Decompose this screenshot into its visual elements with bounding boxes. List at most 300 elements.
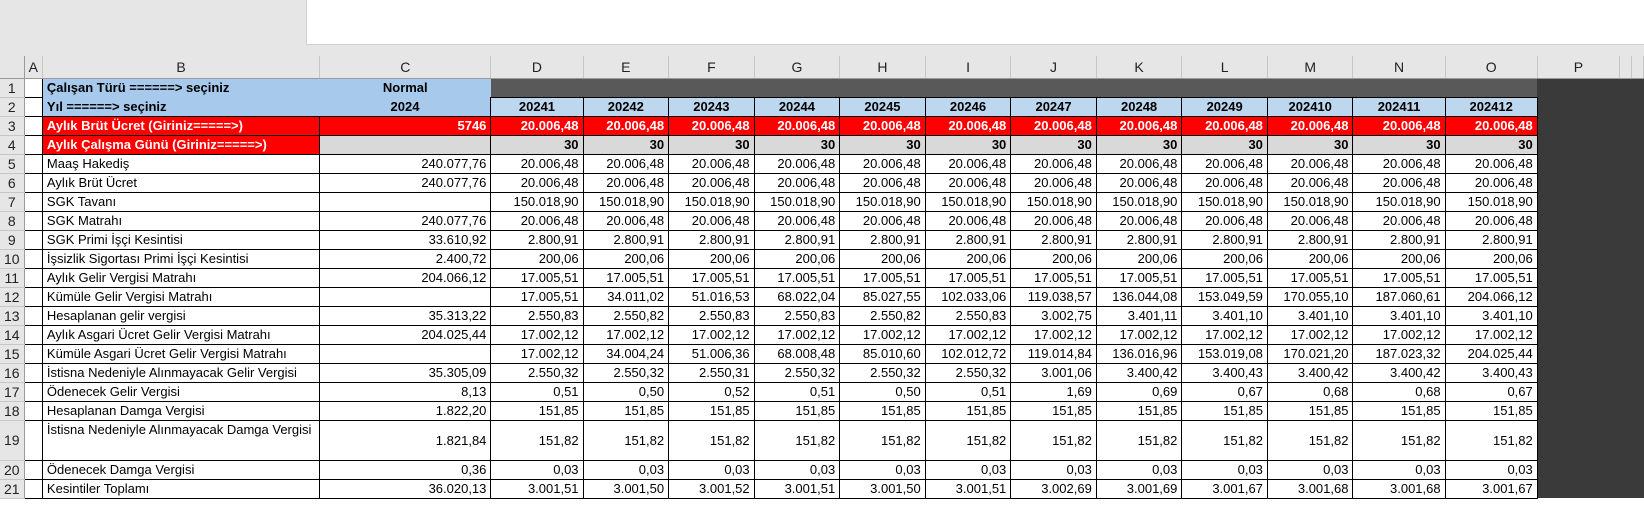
table-cell[interactable]: 0,03 [840, 460, 926, 479]
table-cell[interactable]: 17.002,12 [669, 325, 755, 344]
row-label[interactable]: Hesaplanan gelir vergisi [42, 306, 319, 325]
row-header-10[interactable]: 10 [0, 249, 24, 268]
table-cell[interactable]: 3.001,67 [1182, 479, 1268, 498]
row-label[interactable]: Ödenecek Gelir Vergisi [42, 382, 319, 401]
row-label[interactable]: SGK Matrahı [42, 211, 319, 230]
table-cell[interactable]: 150.018,90 [754, 192, 840, 211]
table-cell[interactable]: 20.006,48 [491, 154, 583, 173]
row-header-18[interactable]: 18 [0, 401, 24, 420]
table-cell[interactable]: 151,85 [840, 401, 926, 420]
year-label[interactable]: Yıl ======> seçiniz [42, 97, 319, 116]
table-cell[interactable]: 200,06 [1096, 249, 1182, 268]
table-cell[interactable]: 20.006,48 [1182, 154, 1268, 173]
table-cell[interactable]: 3.400,42 [1096, 363, 1182, 382]
table-cell[interactable]: 150.018,90 [840, 192, 926, 211]
table-cell[interactable]: 17.005,51 [1011, 268, 1097, 287]
table-cell[interactable]: 150.018,90 [1096, 192, 1182, 211]
table-cell[interactable]: 200,06 [1267, 249, 1353, 268]
row-label[interactable]: İşsizlik Sigortası Primi İşçi Kesintisi [42, 249, 319, 268]
row-label[interactable]: Maaş Hakediş [42, 154, 319, 173]
table-cell[interactable]: 3.400,42 [1267, 363, 1353, 382]
table-cell[interactable]: 17.002,12 [583, 325, 669, 344]
gross-wage-cell[interactable]: 20.006,48 [1011, 116, 1097, 135]
table-cell[interactable]: 20.006,48 [669, 211, 755, 230]
cell-a2[interactable] [24, 97, 42, 116]
month-header[interactable]: 20242 [583, 97, 669, 116]
column-header-o[interactable]: O [1445, 56, 1537, 78]
row-total[interactable] [320, 192, 491, 211]
work-days-cell[interactable]: 30 [1267, 135, 1353, 154]
table-cell[interactable]: 151,85 [669, 401, 755, 420]
table-cell[interactable]: 34.004,24 [583, 344, 669, 363]
table-cell[interactable]: 170.021,20 [1267, 344, 1353, 363]
cell-a10[interactable] [24, 249, 42, 268]
table-cell[interactable]: 151,82 [754, 420, 840, 460]
table-cell[interactable]: 3.001,69 [1096, 479, 1182, 498]
table-cell[interactable]: 20.006,48 [1011, 173, 1097, 192]
gross-wage-cell[interactable]: 20.006,48 [669, 116, 755, 135]
table-cell[interactable]: 151,85 [1267, 401, 1353, 420]
table-cell[interactable]: 17.005,51 [491, 268, 583, 287]
table-cell[interactable]: 20.006,48 [1011, 211, 1097, 230]
cell-a12[interactable] [24, 287, 42, 306]
table-cell[interactable]: 20.006,48 [1353, 211, 1445, 230]
work-days-cell[interactable]: 30 [1096, 135, 1182, 154]
table-cell[interactable]: 2.550,31 [669, 363, 755, 382]
table-cell[interactable]: 1,69 [1011, 382, 1097, 401]
table-cell[interactable]: 0,51 [925, 382, 1011, 401]
table-cell[interactable]: 20.006,48 [1096, 211, 1182, 230]
row-label[interactable]: Hesaplanan Damga Vergisi [42, 401, 319, 420]
table-cell[interactable]: 153.019,08 [1182, 344, 1268, 363]
gross-wage-cell[interactable]: 20.006,48 [1096, 116, 1182, 135]
table-cell[interactable]: 150.018,90 [669, 192, 755, 211]
row-header-5[interactable]: 5 [0, 154, 24, 173]
table-cell[interactable]: 151,82 [1011, 420, 1097, 460]
table-cell[interactable]: 2.800,91 [1267, 230, 1353, 249]
table-cell[interactable]: 151,85 [925, 401, 1011, 420]
table-cell[interactable]: 2.800,91 [1011, 230, 1097, 249]
table-cell[interactable]: 151,85 [491, 401, 583, 420]
table-cell[interactable]: 3.001,67 [1445, 479, 1537, 498]
cell-a17[interactable] [24, 382, 42, 401]
table-cell[interactable]: 2.550,83 [925, 306, 1011, 325]
month-header[interactable]: 20246 [925, 97, 1011, 116]
table-cell[interactable]: 3.002,75 [1011, 306, 1097, 325]
row-header-21[interactable]: 21 [0, 479, 24, 498]
row-label[interactable]: Aylık Brüt Ücret [42, 173, 319, 192]
table-cell[interactable]: 151,82 [1096, 420, 1182, 460]
table-cell[interactable]: 151,85 [754, 401, 840, 420]
row-header-11[interactable]: 11 [0, 268, 24, 287]
table-cell[interactable]: 3.400,42 [1353, 363, 1445, 382]
table-cell[interactable]: 2.550,82 [840, 306, 926, 325]
table-cell[interactable]: 20.006,48 [491, 173, 583, 192]
row-header-2[interactable]: 2 [0, 97, 24, 116]
table-cell[interactable]: 170.055,10 [1267, 287, 1353, 306]
month-header[interactable]: 20243 [669, 97, 755, 116]
work-days-cell[interactable]: 30 [669, 135, 755, 154]
table-cell[interactable]: 20.006,48 [1353, 173, 1445, 192]
table-cell[interactable]: 2.800,91 [840, 230, 926, 249]
table-cell[interactable]: 3.401,11 [1096, 306, 1182, 325]
table-cell[interactable]: 17.005,51 [583, 268, 669, 287]
cell-a4[interactable] [24, 135, 42, 154]
cell-a18[interactable] [24, 401, 42, 420]
table-cell[interactable]: 3.001,68 [1353, 479, 1445, 498]
work-days-cell[interactable]: 30 [840, 135, 926, 154]
table-cell[interactable]: 20.006,48 [583, 173, 669, 192]
row-label[interactable]: Kümüle Gelir Vergisi Matrahı [42, 287, 319, 306]
row-total[interactable]: 36.020,13 [320, 479, 491, 498]
table-cell[interactable]: 150.018,90 [583, 192, 669, 211]
year-value[interactable]: 2024 [320, 97, 491, 116]
table-cell[interactable]: 20.006,48 [583, 211, 669, 230]
table-cell[interactable]: 119.014,84 [1011, 344, 1097, 363]
cell-a3[interactable] [24, 116, 42, 135]
column-header-l[interactable]: L [1182, 56, 1268, 78]
table-cell[interactable]: 17.002,12 [840, 325, 926, 344]
table-cell[interactable]: 17.005,51 [840, 268, 926, 287]
table-cell[interactable]: 3.001,52 [669, 479, 755, 498]
table-cell[interactable]: 2.800,91 [669, 230, 755, 249]
table-cell[interactable]: 34.011,02 [583, 287, 669, 306]
table-cell[interactable]: 187.023,32 [1353, 344, 1445, 363]
employee-type-label[interactable]: Çalışan Türü ======> seçiniz [42, 78, 319, 97]
table-cell[interactable]: 0,68 [1353, 382, 1445, 401]
table-cell[interactable]: 151,82 [669, 420, 755, 460]
cell-a15[interactable] [24, 344, 42, 363]
table-cell[interactable]: 17.002,12 [491, 344, 583, 363]
table-cell[interactable]: 20.006,48 [1096, 154, 1182, 173]
month-header[interactable]: 20249 [1182, 97, 1268, 116]
table-cell[interactable]: 17.005,51 [1267, 268, 1353, 287]
table-cell[interactable]: 204.066,12 [1445, 287, 1537, 306]
row-total[interactable]: 2.400,72 [320, 249, 491, 268]
cell-a1[interactable] [24, 78, 42, 97]
table-cell[interactable]: 200,06 [840, 249, 926, 268]
table-cell[interactable]: 2.550,82 [583, 306, 669, 325]
table-cell[interactable]: 200,06 [1353, 249, 1445, 268]
work-days-cell[interactable]: 30 [1353, 135, 1445, 154]
table-cell[interactable]: 17.005,51 [491, 287, 583, 306]
cell-a16[interactable] [24, 363, 42, 382]
table-cell[interactable]: 68.008,48 [754, 344, 840, 363]
table-cell[interactable]: 102.033,06 [925, 287, 1011, 306]
table-cell[interactable]: 204.025,44 [1445, 344, 1537, 363]
table-cell[interactable]: 2.550,32 [754, 363, 840, 382]
table-cell[interactable]: 20.006,48 [491, 211, 583, 230]
table-cell[interactable]: 3.001,06 [1011, 363, 1097, 382]
column-header-a[interactable]: A [24, 56, 42, 78]
table-cell[interactable]: 2.550,32 [840, 363, 926, 382]
table-cell[interactable]: 2.550,83 [754, 306, 840, 325]
gross-wage-cell[interactable]: 20.006,48 [754, 116, 840, 135]
table-cell[interactable]: 17.005,51 [754, 268, 840, 287]
table-cell[interactable]: 200,06 [1011, 249, 1097, 268]
table-cell[interactable]: 20.006,48 [583, 154, 669, 173]
table-cell[interactable]: 20.006,48 [840, 154, 926, 173]
row-header-8[interactable]: 8 [0, 211, 24, 230]
table-cell[interactable]: 20.006,48 [669, 154, 755, 173]
table-cell[interactable]: 2.800,91 [925, 230, 1011, 249]
table-cell[interactable]: 85.010,60 [840, 344, 926, 363]
table-cell[interactable]: 0,03 [1267, 460, 1353, 479]
row-header-4[interactable]: 4 [0, 135, 24, 154]
table-cell[interactable]: 20.006,48 [1182, 211, 1268, 230]
table-cell[interactable]: 0,51 [754, 382, 840, 401]
table-cell[interactable]: 151,85 [1096, 401, 1182, 420]
table-cell[interactable]: 20.006,48 [1445, 173, 1537, 192]
table-cell[interactable]: 2.800,91 [1182, 230, 1268, 249]
table-cell[interactable]: 151,85 [1182, 401, 1268, 420]
table-cell[interactable]: 3.001,50 [840, 479, 926, 498]
table-cell[interactable]: 151,85 [1011, 401, 1097, 420]
work-days-cell[interactable]: 30 [491, 135, 583, 154]
table-cell[interactable]: 151,82 [583, 420, 669, 460]
table-cell[interactable]: 20.006,48 [1267, 211, 1353, 230]
row-total[interactable]: 1.821,84 [320, 420, 491, 460]
row-label[interactable]: Aylık Asgari Ücret Gelir Vergisi Matrahı [42, 325, 319, 344]
select-all-corner[interactable] [0, 56, 24, 78]
table-cell[interactable]: 20.006,48 [1182, 173, 1268, 192]
table-cell[interactable]: 136.016,96 [1096, 344, 1182, 363]
table-cell[interactable]: 151,82 [1445, 420, 1537, 460]
table-cell[interactable]: 2.550,32 [925, 363, 1011, 382]
table-cell[interactable]: 68.022,04 [754, 287, 840, 306]
table-cell[interactable]: 151,85 [583, 401, 669, 420]
row-total[interactable]: 204.025,44 [320, 325, 491, 344]
table-cell[interactable]: 150.018,90 [925, 192, 1011, 211]
table-cell[interactable]: 20.006,48 [1267, 173, 1353, 192]
table-cell[interactable]: 17.002,12 [1353, 325, 1445, 344]
table-cell[interactable]: 200,06 [583, 249, 669, 268]
table-cell[interactable]: 3.002,69 [1011, 479, 1097, 498]
table-cell[interactable]: 0,50 [583, 382, 669, 401]
table-cell[interactable]: 0,03 [1096, 460, 1182, 479]
table-cell[interactable]: 151,85 [1445, 401, 1537, 420]
column-header-h[interactable]: H [840, 56, 926, 78]
table-cell[interactable]: 20.006,48 [1267, 154, 1353, 173]
row-total[interactable]: 35.305,09 [320, 363, 491, 382]
table-cell[interactable]: 17.002,12 [1445, 325, 1537, 344]
gross-wage-cell[interactable]: 20.006,48 [1182, 116, 1268, 135]
table-cell[interactable]: 20.006,48 [1445, 154, 1537, 173]
gross-wage-cell[interactable]: 20.006,48 [491, 116, 583, 135]
row-total[interactable]: 1.822,20 [320, 401, 491, 420]
cell-a9[interactable] [24, 230, 42, 249]
row-total[interactable]: 0,36 [320, 460, 491, 479]
row-header-7[interactable]: 7 [0, 192, 24, 211]
table-cell[interactable]: 151,82 [840, 420, 926, 460]
column-header-c[interactable]: C [320, 56, 491, 78]
table-cell[interactable]: 17.005,51 [1353, 268, 1445, 287]
gross-wage-cell[interactable]: 20.006,48 [925, 116, 1011, 135]
table-cell[interactable]: 17.005,51 [925, 268, 1011, 287]
work-days-cell[interactable]: 30 [1011, 135, 1097, 154]
row-total[interactable]: 35.313,22 [320, 306, 491, 325]
cell-a14[interactable] [24, 325, 42, 344]
row-total[interactable] [320, 287, 491, 306]
table-cell[interactable]: 200,06 [491, 249, 583, 268]
cell-a13[interactable] [24, 306, 42, 325]
column-header-p[interactable]: P [1537, 56, 1619, 78]
work-days-total[interactable] [320, 135, 491, 154]
work-days-cell[interactable]: 30 [925, 135, 1011, 154]
table-cell[interactable]: 0,03 [491, 460, 583, 479]
table-cell[interactable]: 17.005,51 [669, 268, 755, 287]
table-cell[interactable]: 20.006,48 [754, 173, 840, 192]
cell-a6[interactable] [24, 173, 42, 192]
table-cell[interactable]: 17.002,12 [491, 325, 583, 344]
month-header[interactable]: 20241 [491, 97, 583, 116]
row-header-9[interactable]: 9 [0, 230, 24, 249]
table-cell[interactable]: 0,03 [1011, 460, 1097, 479]
table-cell[interactable]: 2.800,91 [1445, 230, 1537, 249]
table-cell[interactable]: 2.550,83 [669, 306, 755, 325]
table-cell[interactable]: 2.800,91 [1096, 230, 1182, 249]
table-cell[interactable]: 51.006,36 [669, 344, 755, 363]
table-cell[interactable]: 119.038,57 [1011, 287, 1097, 306]
column-header-m[interactable]: M [1267, 56, 1353, 78]
table-cell[interactable]: 17.002,12 [1182, 325, 1268, 344]
table-cell[interactable]: 20.006,48 [1096, 173, 1182, 192]
table-cell[interactable]: 2.550,83 [491, 306, 583, 325]
table-cell[interactable]: 0,52 [669, 382, 755, 401]
table-cell[interactable]: 3.001,51 [925, 479, 1011, 498]
gross-wage-cell[interactable]: 20.006,48 [1445, 116, 1537, 135]
month-header[interactable]: 20248 [1096, 97, 1182, 116]
table-cell[interactable]: 2.800,91 [491, 230, 583, 249]
column-header-k[interactable]: K [1096, 56, 1182, 78]
gross-wage-cell[interactable]: 20.006,48 [583, 116, 669, 135]
row-header-13[interactable]: 13 [0, 306, 24, 325]
table-cell[interactable]: 200,06 [925, 249, 1011, 268]
cell-a20[interactable] [24, 460, 42, 479]
table-cell[interactable]: 2.550,32 [491, 363, 583, 382]
row-total[interactable]: 240.077,76 [320, 173, 491, 192]
table-cell[interactable]: 150.018,90 [1267, 192, 1353, 211]
row-header-19[interactable]: 19 [0, 420, 24, 460]
table-cell[interactable]: 85.027,55 [840, 287, 926, 306]
row-label[interactable]: Kesintiler Toplamı [42, 479, 319, 498]
gross-wage-input-label[interactable]: Aylık Brüt Ücret (Giriniz=====>) [42, 116, 319, 135]
table-cell[interactable]: 20.006,48 [754, 211, 840, 230]
row-header-6[interactable]: 6 [0, 173, 24, 192]
row-total[interactable]: 8,13 [320, 382, 491, 401]
column-header-j[interactable]: J [1011, 56, 1097, 78]
work-days-cell[interactable]: 30 [1445, 135, 1537, 154]
table-cell[interactable]: 200,06 [669, 249, 755, 268]
table-cell[interactable]: 0,03 [1445, 460, 1537, 479]
table-cell[interactable]: 0,69 [1096, 382, 1182, 401]
row-label[interactable]: İstisna Nedeniyle Alınmayacak Gelir Vergisi [42, 363, 319, 382]
row-header-14[interactable]: 14 [0, 325, 24, 344]
table-cell[interactable]: 0,03 [1182, 460, 1268, 479]
month-header[interactable]: 202411 [1353, 97, 1445, 116]
row-label[interactable]: SGK Primi İşçi Kesintisi [42, 230, 319, 249]
table-cell[interactable]: 3.401,10 [1445, 306, 1537, 325]
table-cell[interactable]: 150.018,90 [491, 192, 583, 211]
table-cell[interactable]: 0,51 [491, 382, 583, 401]
table-cell[interactable]: 102.012,72 [925, 344, 1011, 363]
table-cell[interactable]: 3.401,10 [1267, 306, 1353, 325]
cell-a7[interactable] [24, 192, 42, 211]
work-days-input-label[interactable]: Aylık Çalışma Günü (Giriniz=====>) [42, 135, 319, 154]
gross-wage-cell[interactable]: 20.006,48 [840, 116, 926, 135]
month-header[interactable]: 202410 [1267, 97, 1353, 116]
table-cell[interactable]: 3.401,10 [1353, 306, 1445, 325]
table-cell[interactable]: 17.002,12 [925, 325, 1011, 344]
table-cell[interactable]: 2.550,32 [583, 363, 669, 382]
table-cell[interactable]: 17.005,51 [1096, 268, 1182, 287]
table-cell[interactable]: 3.001,51 [754, 479, 840, 498]
table-cell[interactable]: 20.006,48 [925, 211, 1011, 230]
column-header-d[interactable]: D [491, 56, 583, 78]
table-cell[interactable]: 51.016,53 [669, 287, 755, 306]
row-label[interactable]: İstisna Nedeniyle Alınmayacak Damga Vergisi [42, 420, 319, 460]
row-total[interactable]: 204.066,12 [320, 268, 491, 287]
table-cell[interactable]: 20.006,48 [925, 173, 1011, 192]
table-cell[interactable]: 17.005,51 [1445, 268, 1537, 287]
work-days-cell[interactable]: 30 [754, 135, 840, 154]
gross-wage-input-code[interactable]: 5746 [320, 116, 491, 135]
table-cell[interactable]: 0,03 [669, 460, 755, 479]
column-header-e[interactable]: E [583, 56, 669, 78]
row-total[interactable] [320, 344, 491, 363]
table-cell[interactable]: 0,67 [1182, 382, 1268, 401]
row-label[interactable]: Kümüle Asgari Ücret Gelir Vergisi Matrahı [42, 344, 319, 363]
row-label[interactable]: Aylık Gelir Vergisi Matrahı [42, 268, 319, 287]
table-cell[interactable]: 0,03 [1353, 460, 1445, 479]
table-cell[interactable]: 3.001,50 [583, 479, 669, 498]
column-header-n[interactable]: N [1353, 56, 1445, 78]
row-total[interactable]: 33.610,92 [320, 230, 491, 249]
table-cell[interactable]: 150.018,90 [1011, 192, 1097, 211]
table-cell[interactable]: 20.006,48 [840, 211, 926, 230]
cell-a11[interactable] [24, 268, 42, 287]
cell-a8[interactable] [24, 211, 42, 230]
table-cell[interactable]: 20.006,48 [925, 154, 1011, 173]
table-cell[interactable]: 20.006,48 [1445, 211, 1537, 230]
row-header-3[interactable]: 3 [0, 116, 24, 135]
table-cell[interactable]: 2.800,91 [1353, 230, 1445, 249]
table-cell[interactable]: 20.006,48 [1011, 154, 1097, 173]
table-cell[interactable]: 150.018,90 [1182, 192, 1268, 211]
table-cell[interactable]: 153.049,59 [1182, 287, 1268, 306]
table-cell[interactable]: 17.002,12 [1267, 325, 1353, 344]
row-header-1[interactable]: 1 [0, 78, 24, 97]
formula-area[interactable] [306, 0, 1644, 45]
table-cell[interactable]: 136.044,08 [1096, 287, 1182, 306]
month-header[interactable]: 202412 [1445, 97, 1537, 116]
table-cell[interactable]: 20.006,48 [754, 154, 840, 173]
table-cell[interactable]: 3.401,10 [1182, 306, 1268, 325]
gross-wage-cell[interactable]: 20.006,48 [1267, 116, 1353, 135]
table-cell[interactable]: 150.018,90 [1445, 192, 1537, 211]
work-days-cell[interactable]: 30 [583, 135, 669, 154]
table-cell[interactable]: 3.400,43 [1445, 363, 1537, 382]
table-cell[interactable]: 200,06 [1445, 249, 1537, 268]
table-cell[interactable]: 187.060,61 [1353, 287, 1445, 306]
table-cell[interactable]: 0,68 [1267, 382, 1353, 401]
column-header-i[interactable]: I [925, 56, 1011, 78]
table-cell[interactable]: 17.002,12 [1011, 325, 1097, 344]
table-cell[interactable]: 0,67 [1445, 382, 1537, 401]
table-cell[interactable]: 150.018,90 [1353, 192, 1445, 211]
month-header[interactable]: 20244 [754, 97, 840, 116]
table-cell[interactable]: 2.800,91 [754, 230, 840, 249]
